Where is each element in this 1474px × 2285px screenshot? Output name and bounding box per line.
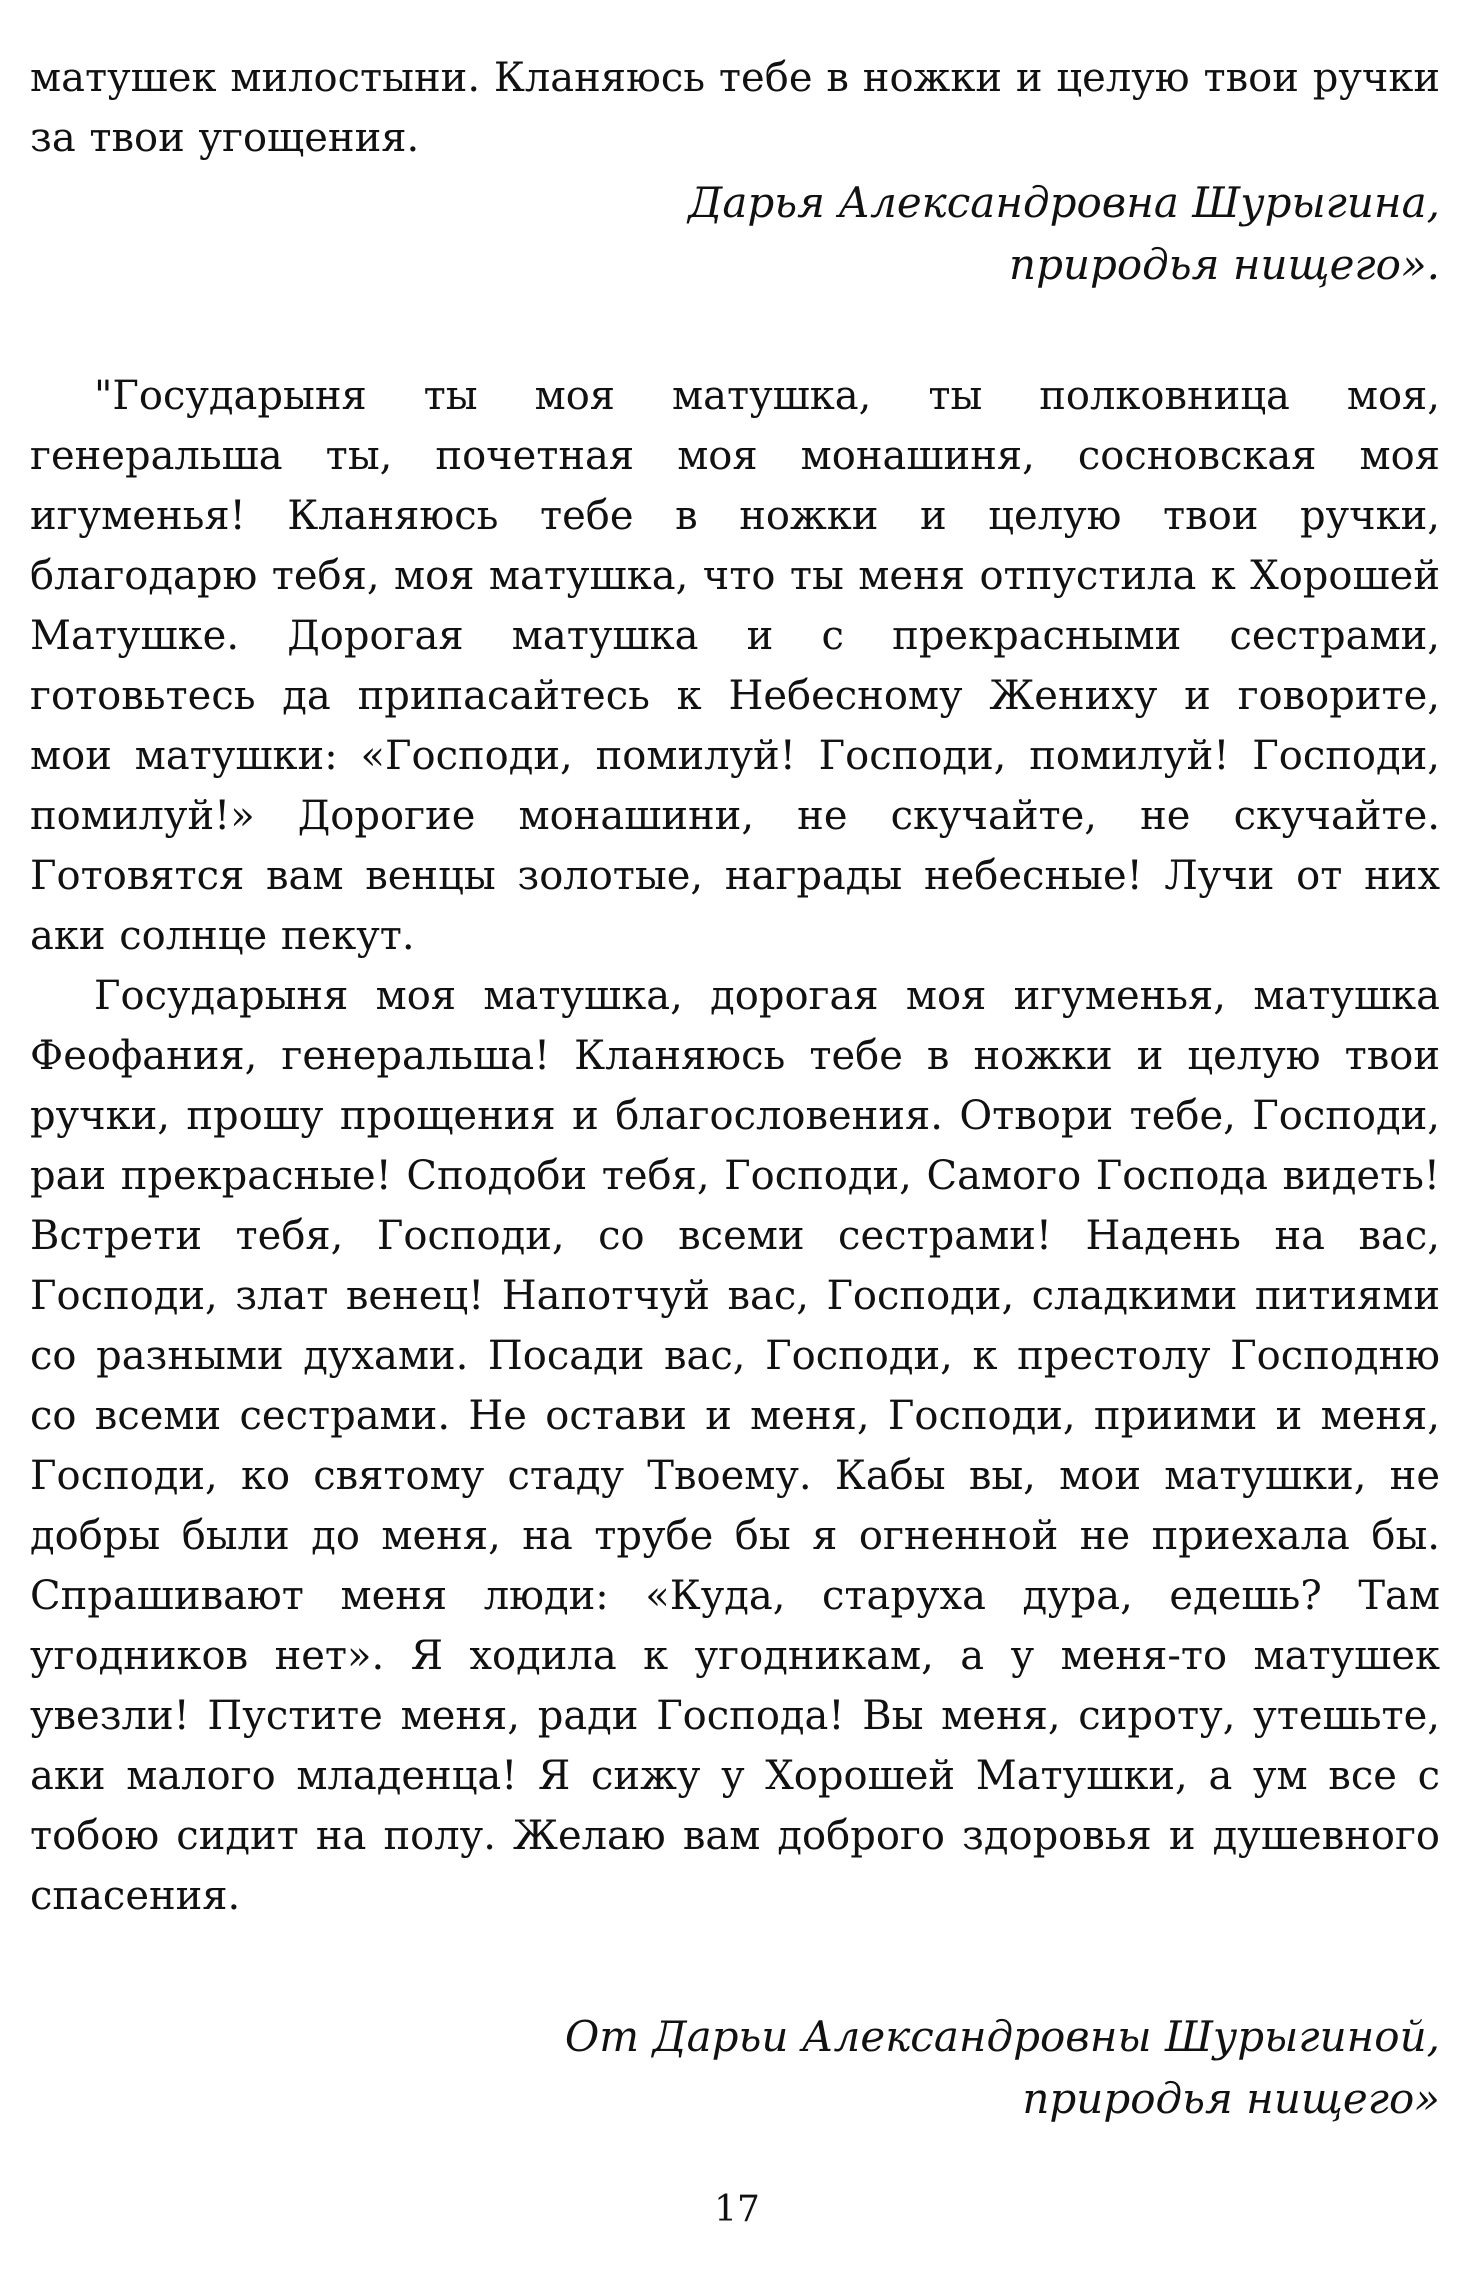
intro-paragraph: матушек милостыни. Кланяюсь тебе в ножки и целую твои ручки за твои угощения. — [30, 55, 1440, 161]
signature-1-relation: природья нищего». — [1009, 240, 1440, 289]
letter-paragraph-2: Государыня моя матушка, дорогая моя игуменья, матушка Феофания, генеральша! Кланяюсь тебе в ножки и целую твои ручки, прошу прощения и благословения. Отвори тебе, Господи, раи прекрасные! Сподоби тебя, Господи, Самого Господа видеть! Встрети тебя, Господи, со всеми сестрами! Надень на вас, Господи, злат венец! Напотчуй вас, Господи, сладкими питиями со разными духами. Посади вас, Господи, к престолу Господню со всеми сестрами. Не остави и меня, Господи, приими и меня, Господи, ко святому стаду Твоему. Кабы вы, мои матушки, не добры были до меня, на трубе бы я огненной не приехала бы. Спрашивают меня люди: «Куда, старуха дура, едешь? Там угодников нет». Я ходила к угодникам, а у меня-то матушек увезли! Пустите меня, ради Господа! Вы меня, сироту, утешьте, аки малого младенца! Я сижу у Хорошей Матушки, а ум все с тобою сидит на полу. Желаю вам доброго здоровья и душевного спасения. — [30, 973, 1440, 1919]
signature-1-name: Дарья Александровна Шурыгина, — [688, 178, 1440, 227]
signature-block-1 — [30, 172, 1440, 296]
document-page — [30, 48, 1440, 2248]
signature-block-2 — [30, 2006, 1440, 2130]
letter-paragraph-1: "Государыня ты моя матушка, ты полковница моя, генеральша ты, почетная моя монашиня, сосновская моя игуменья! Кланяюсь тебе в ножки и целую твои ручки, благодарю тебя, моя матушка, что ты меня отпустила к Хорошей Матушке. Дорогая матушка и с прекрасными сестрами, готовьтесь да припасайтесь к Небесному Жениху и говорите, мои матушки: «Господи, помилуй! Господи, помилуй! Господи, помилуй!» Дорогие монашини, не скучайте, не скучайте. Готовятся вам венцы золотые, награды небесные! Лучи от них аки солнце пекут. — [30, 373, 1440, 959]
page-number: 17 — [714, 2189, 760, 2230]
signature-2-name: От Дарьи Александровны Шурыгиной, — [564, 2012, 1440, 2061]
signature-2-relation: природья нищего» — [1022, 2074, 1440, 2123]
